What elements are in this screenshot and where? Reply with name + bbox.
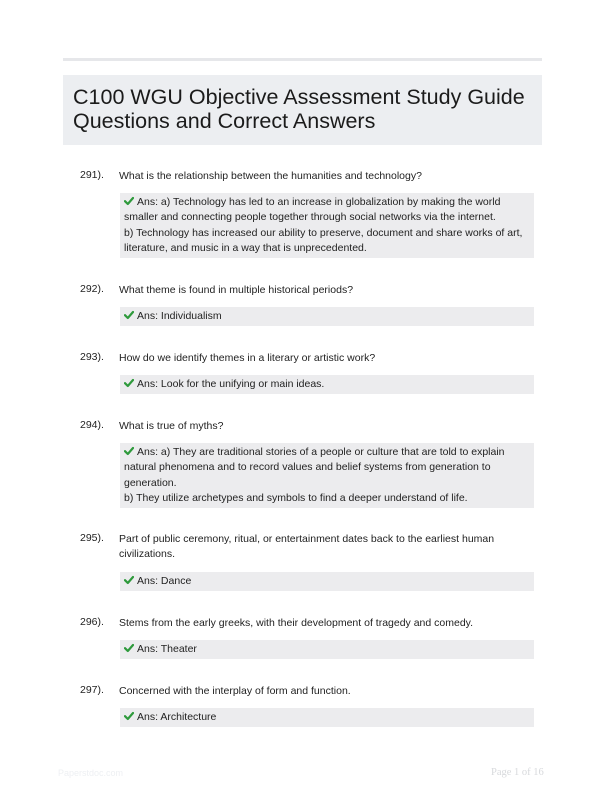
answer-line — [124, 642, 530, 657]
question-number: 293). — [80, 351, 104, 363]
question-text: Part of public ceremony, ritual, or entertainment dates back to the earliest human civilizations. — [119, 533, 495, 560]
question-text: How do we identify themes in a literary or artistic work? — [119, 352, 376, 364]
answer-line — [124, 309, 530, 324]
answer-line — [124, 195, 530, 210]
answer-text: Ans: Architecture — [137, 711, 217, 723]
question-number: 292). — [80, 283, 104, 295]
answer-box — [120, 640, 534, 659]
answer-box — [120, 307, 534, 326]
answer-line: literature, and music in a way that is unprecedented. — [124, 241, 367, 254]
answer-text: Ans: Look for the unifying or main ideas. — [137, 378, 325, 390]
check-icon — [124, 575, 134, 585]
answer-box — [120, 375, 534, 394]
answer-text: Ans: Individualism — [137, 310, 222, 322]
answer-box — [120, 193, 534, 258]
answer-box — [120, 443, 534, 508]
document-title-box — [63, 75, 542, 145]
answer-line — [124, 377, 530, 392]
question-number: 295). — [80, 532, 104, 544]
answer-line: b) Technology has increased our ability to preserve, document and share works of art, — [124, 226, 523, 239]
question-text: Stems from the early greeks, with their development of tragedy and comedy. — [119, 617, 474, 629]
footer-watermark: Paperstdoc.com — [58, 768, 124, 778]
answer-line: generation. — [124, 476, 177, 489]
answer-text: Ans: a) Technology has led to an increase in globalization by making the world — [137, 196, 501, 208]
question-text: Concerned with the interplay of form and function. — [119, 685, 351, 697]
answer-text: Ans: Theater — [137, 643, 197, 655]
check-icon — [124, 643, 134, 653]
question-number: 291). — [80, 169, 104, 181]
answer-box — [120, 708, 534, 727]
page-number: Page 1 of 16 — [491, 767, 544, 778]
answer-line: b) They utilize archetypes and symbols to find a deeper understand of life. — [124, 491, 468, 504]
answer-line — [124, 445, 530, 460]
document-title-line-1: C100 WGU Objective Assessment Study Guide — [73, 85, 525, 109]
check-icon — [124, 378, 134, 388]
answer-line — [124, 710, 530, 725]
question-text: What is the relationship between the humanities and technology? — [119, 170, 422, 182]
answer-box — [120, 572, 534, 591]
answer-text: Ans: a) They are traditional stories of a people or culture that are told to explain — [137, 446, 505, 458]
question-text: What is true of myths? — [119, 420, 224, 432]
check-icon — [124, 310, 134, 320]
question-text: What theme is found in multiple historical periods? — [119, 284, 354, 296]
top-divider — [63, 58, 542, 61]
question-number: 296). — [80, 616, 104, 628]
answer-line: natural phenomena and to record values and belief systems from generation to — [124, 461, 491, 474]
check-icon — [124, 711, 134, 721]
question-number: 294). — [80, 419, 104, 431]
answer-line — [124, 574, 530, 589]
document-title-line-2: Questions and Correct Answers — [73, 109, 376, 133]
question-number: 297). — [80, 684, 104, 696]
check-icon — [124, 196, 134, 206]
answer-line: smaller and connecting people together through social networks via the internet. — [124, 211, 496, 224]
answer-text: Ans: Dance — [137, 575, 192, 587]
check-icon — [124, 446, 134, 456]
